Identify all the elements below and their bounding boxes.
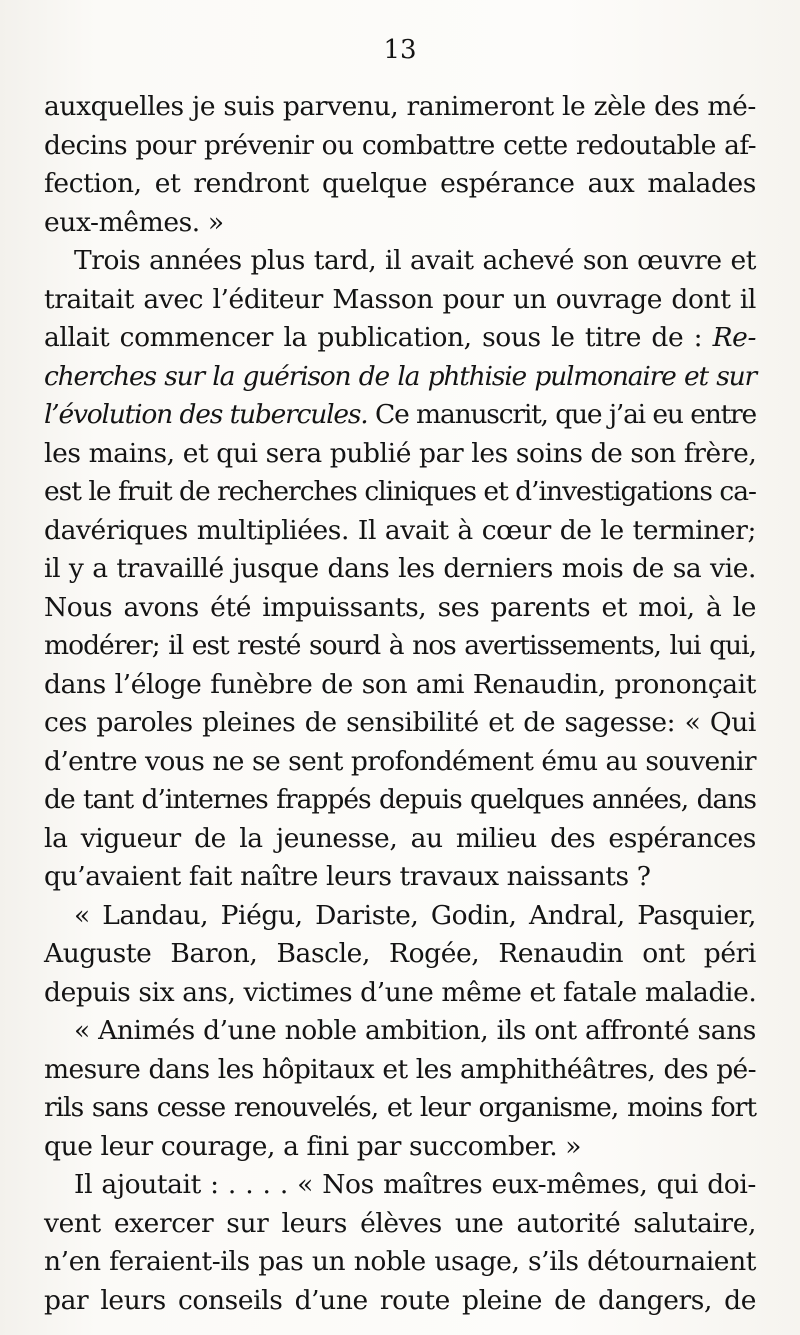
text-line: les mains, et qui sera publié par les soins de son frère, xyxy=(44,437,757,469)
text-line: rils sans cesse renouvelés, et leur organisme, moins fort xyxy=(44,1092,756,1123)
text-line xyxy=(44,358,756,397)
text-line: ces paroles pleines de sensibilité et de sagesse: « Qui xyxy=(44,707,756,738)
text-line: decins pour prévenir ou combattre cette redoutable af- xyxy=(44,129,756,161)
text-line: fection, et rendront quelque espérance aux malades xyxy=(44,168,756,199)
text-line: davériques multipliées. Il avait à cœur de le terminer; xyxy=(44,514,756,546)
body-text xyxy=(44,88,756,1320)
text-line: dans l’éloge funèbre de son ami Renaudin, prononçait xyxy=(44,668,756,700)
paragraph-start-line: Trois années plus tard, il avait achevé son œuvre et xyxy=(74,245,756,276)
text-line: depuis six ans, victimes d’une même et fatale maladie. xyxy=(44,976,757,1008)
paragraph-start-line: « Landau, Piégu, Dariste, Godin, Andral, Pasquier, xyxy=(74,899,756,931)
text-line: il y a travaillé jusque dans les derniers mois de sa vie. xyxy=(44,553,756,584)
text-line: qu’avaient fait naître leurs travaux naissants ? xyxy=(44,861,651,892)
text-line: que leur courage, a fini par succomber. » xyxy=(44,1130,582,1162)
text-line: est le fruit de recherches cliniques et d’investigations ca- xyxy=(44,476,756,507)
text-line: par leurs conseils d’une route pleine de dangers, de xyxy=(44,1284,756,1316)
text-line: de tant d’internes frappés depuis quelques années, dans xyxy=(44,784,756,815)
text-line: mesure dans les hôpitaux et les amphithéâtres, des pé- xyxy=(44,1053,756,1085)
paragraph-start-line: « Animés d’une noble ambition, ils ont affronté sans xyxy=(74,1015,756,1046)
text-line: n’en feraient-ils pas un noble usage, s’ils détournaient xyxy=(44,1246,756,1277)
book-title-italic: Re- xyxy=(712,322,756,353)
text-line: Auguste Baron, Bascle, Rogée, Renaudin ont péri xyxy=(44,938,756,969)
text-line: modérer; il est resté sourd à nos avertissements, lui qui, xyxy=(44,630,756,661)
paragraph-start-line: Il ajoutait : . . . . « Nos maîtres eux-mêmes, qui doi- xyxy=(74,1169,756,1200)
text-line: auxquelles je suis parvenu, ranimeront le zèle des mé- xyxy=(44,91,756,122)
book-title-italic: l’évolution des tubercules. xyxy=(44,399,368,430)
text-line: allait commencer la publication, sous le titre de : Re- xyxy=(44,322,756,353)
page-number: 13 xyxy=(383,35,417,65)
text-line: eux-mêmes. » xyxy=(44,206,224,238)
text-line: la vigueur de la jeunesse, au milieu des espérances xyxy=(44,822,756,854)
text-line: traitait avec l’éditeur Masson pour un ouvrage dont il xyxy=(44,283,756,315)
text-line: d’entre vous ne se sent profondément ému au souvenir xyxy=(44,745,756,777)
text-line: vent exercer sur leurs élèves une autorité salutaire, xyxy=(44,1207,756,1239)
book-title-italic: cherches sur la guérison de la phthisie pulmonaire et sur xyxy=(44,360,756,392)
text-line: l’évolution des tubercules. Ce manuscrit, que j’ai eu entre xyxy=(44,399,757,430)
text-line: Nous avons été impuissants, ses parents et moi, à le xyxy=(44,591,756,623)
